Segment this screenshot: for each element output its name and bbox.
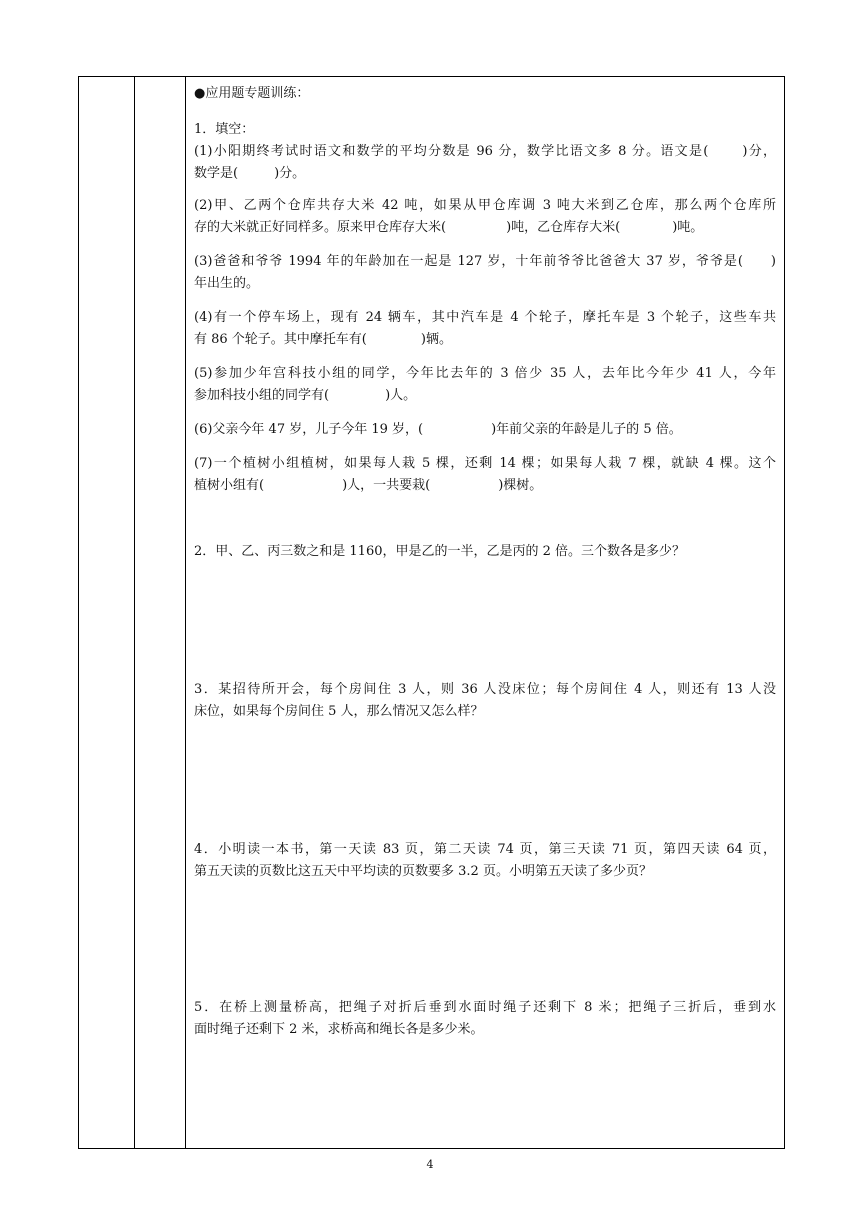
q1-item-2: (2)甲、乙两个仓库共存大米 42 吨，如果从甲仓库调 3 吨大米到乙仓库，那么两个仓库所 存的大米就正好同样多。原来甲仓库存大米( )吨，乙仓库存大米( )吨。 — [194, 198, 776, 235]
column-divider-2 — [185, 77, 186, 1148]
question-2: 2．甲、乙、丙三数之和是 1160，甲是乙的一半，乙是丙的 2 倍。三个数各是多少？ — [194, 544, 686, 559]
q1-item-6: (6)父亲今年 47 岁，儿子今年 19 岁，( )年前父亲的年龄是儿子的 5 倍。 — [194, 422, 682, 437]
q1-item-4: (4)有一个停车场上，现有 24 辆车，其中汽车是 4 个轮子，摩托车是 3 个轮子，这些车共 有 86 个轮子。其中摩托车有( )辆。 — [194, 310, 776, 347]
q1-item-1: (1)小阳期终考试时语文和数学的平均分数是 96 分，数学比语文多 8 分。语文是( )分， 数学是( )分。 — [194, 144, 776, 181]
question-3: 3．某招待所开会，每个房间住 3 人，则 36 人没床位；每个房间住 4 人，则还有 13 人没 床位，如果每个房间住 5 人，那么情况又怎么样？ — [194, 682, 776, 719]
q1-label: 1．填空： — [194, 122, 255, 137]
q1-item-3: (3)爸爸和爷爷 1994 年的年龄加在一起是 127 岁，十年前爷爷比爸爸大 37 岁，爷爷是( ) 年出生的。 — [194, 254, 776, 291]
q1-item-5: (5)参加少年宫科技小组的同学，今年比去年的 3 倍少 35 人，去年比今年少 41 人，今年 参加科技小组的同学有( )人。 — [194, 366, 776, 403]
column-divider-1 — [134, 77, 135, 1148]
q1-item-7: (7)一个植树小组植树，如果每人栽 5 棵，还剩 14 棵；如果每人栽 7 棵，就缺 4 棵。这个 植树小组有( )人，一共要栽( )棵树。 — [194, 456, 776, 493]
question-4: 4．小明读一本书，第一天读 83 页，第二天读 74 页，第三天读 71 页，第四天读 64 页， 第五天读的页数比这五天中平均读的页数要多 3.2 页。小明第五天读了多少页？ — [194, 842, 776, 879]
content-cell — [194, 81, 776, 1148]
section-title: ●应用题专题训练： — [194, 86, 310, 101]
question-5: 5．在桥上测量桥高，把绳子对折后垂到水面时绳子还剩下 8 米；把绳子三折后，垂到水 面时绳子还剩下 2 米，求桥高和绳长各是多少米。 — [194, 1000, 776, 1037]
worksheet-table — [78, 76, 785, 1149]
page-number: 4 — [426, 1158, 434, 1171]
